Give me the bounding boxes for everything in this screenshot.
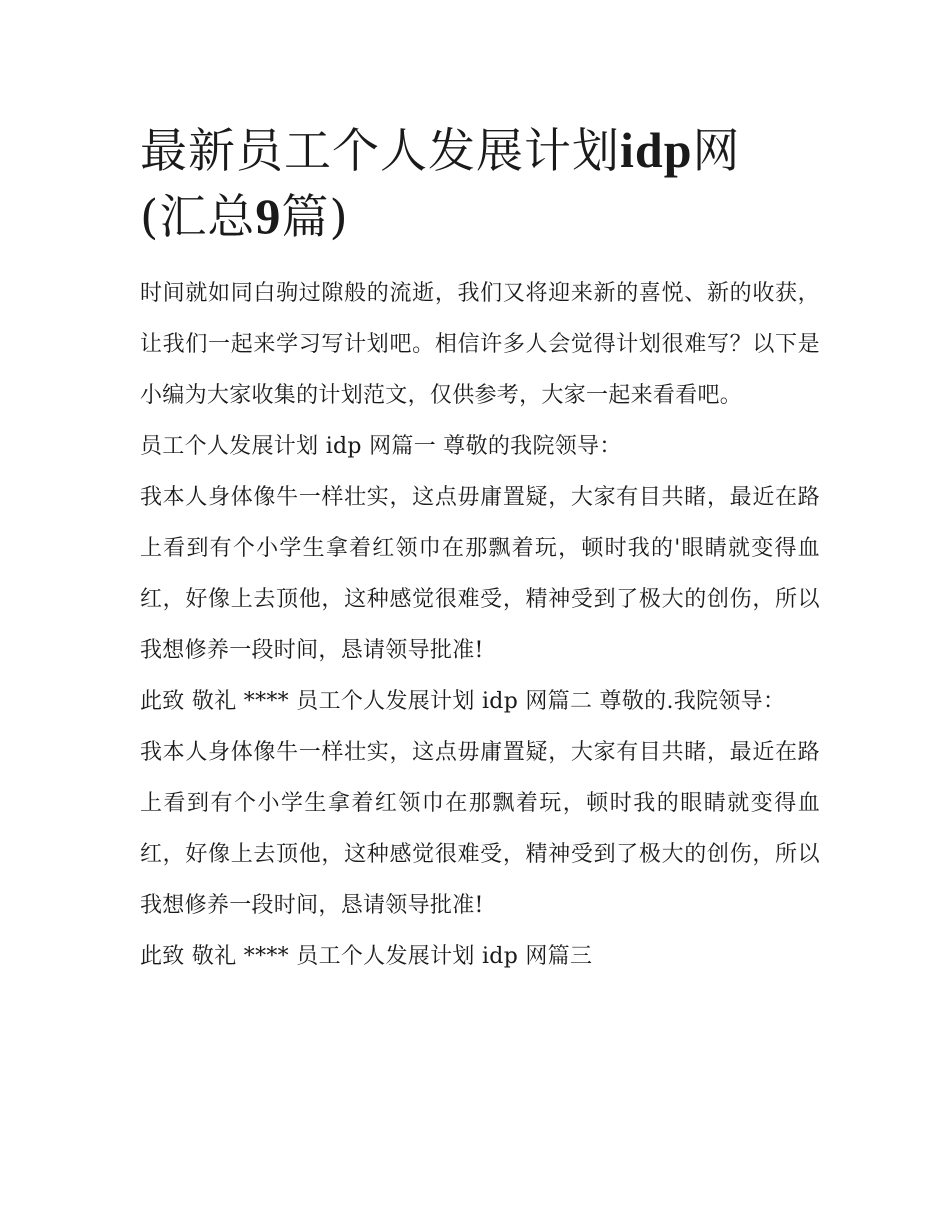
paragraph-section-3-heading: 此致 敬礼 **** 员工个人发展计划 idp 网篇三 [140,944,593,969]
title-text-latin: idp [620,122,693,178]
title-text-open: (汇总 [140,190,256,245]
paragraph-section-1-heading: 员工个人发展计划 idp 网篇一 尊敬的我院领导： [140,434,622,459]
paragraph-section-1-body: 我本人身体像牛一样壮实，这点毋庸置疑，大家有目共睹，最近在路上看到有个小学生拿着红领巾在那飘着玩，顿时我的'眼睛就变得血红，好像上去顶他，这种感觉很难受，精神受到了极大的创伤，所以我想修养一段时间，恳请领导批准! [140,485,820,663]
title-text-number: 9 [255,188,282,244]
paragraph-intro: 时间就如同白驹过隙般的流逝，我们又将迎来新的喜悦、新的收获，让我们一起来学习写计划吧。相信许多人会觉得计划很难写？以下是小编为大家收集的计划范文，仅供参考，大家一起来看看吧。 [140,281,820,408]
paragraph-section-2-body: 我本人身体像牛一样壮实，这点毋庸置疑，大家有目共睹，最近在路上看到有个小学生拿着红领巾在那飘着玩，顿时我的眼睛就变得血红，好像上去顶他，这种感觉很难受，精神受到了极大的创伤，所以我想修养一段时间，恳请领导批准! [140,740,820,918]
paragraph-section-2-heading: 此致 敬礼 **** 员工个人发展计划 idp 网篇二 尊敬的.我院领导： [140,689,786,714]
document-body [140,118,820,982]
document-title [140,118,820,250]
title-text-cjk: 最新员工个人发展计划 [140,124,620,179]
title-text-close: 篇) [281,190,349,245]
title-text-end: 网 [692,124,741,179]
